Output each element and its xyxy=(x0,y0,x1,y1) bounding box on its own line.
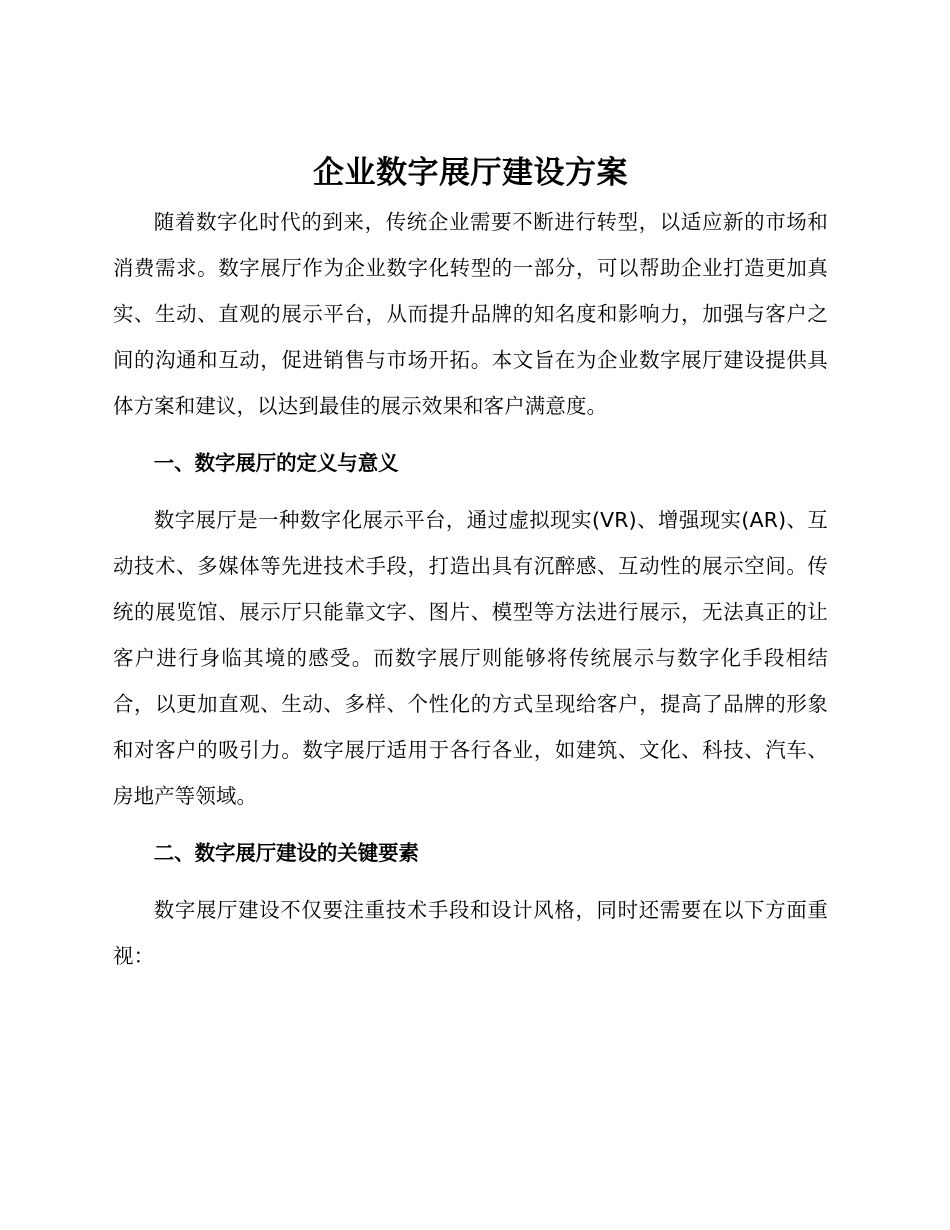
document-title: 企业数字展厅建设方案 xyxy=(313,155,628,191)
intro-paragraph: 随着数字化时代的到来，传统企业需要不断进行转型，以适应新的市场和消费需求。数字展厅作为企业数字化转型的一部分，可以帮助企业打造更加真实、生动、直观的展示平台，从而提升品牌的知名度和影响力，加强与客户之间的沟通和互动，促进销售与市场开拓。本文旨在为企业数字展厅建设提供具体方案和建议，以达到最佳的展示效果和客户满意度。 xyxy=(113,210,828,418)
section-2-paragraph: 数字展厅建设不仅要注重技术手段和设计风格，同时还需要在以下方面重视： xyxy=(113,898,828,968)
section-1-heading: 一、数字展厅的定义与意义 xyxy=(153,451,399,475)
section-2-heading: 二、数字展厅建设的关键要素 xyxy=(153,841,419,865)
section-1-paragraph: 数字展厅是一种数字化展示平台，通过虚拟现实(VR)、增强现实(AR)、互动技术、多媒体等先进技术手段，打造出具有沉醉感、互动性的展示空间。传统的展览馆、展示厅只能靠文字、图片、模型等方法进行展示，无法真正的让客户进行身临其境的感受。而数字展厅则能够将传统展示与数字化手段相结合，以更加直观、生动、多样、个性化的方式呈现给客户，提高了品牌的形象和对客户的吸引力。数字展厅适用于各行各业，如建筑、文化、科技、汽车、房地产等领域。 xyxy=(113,508,828,808)
